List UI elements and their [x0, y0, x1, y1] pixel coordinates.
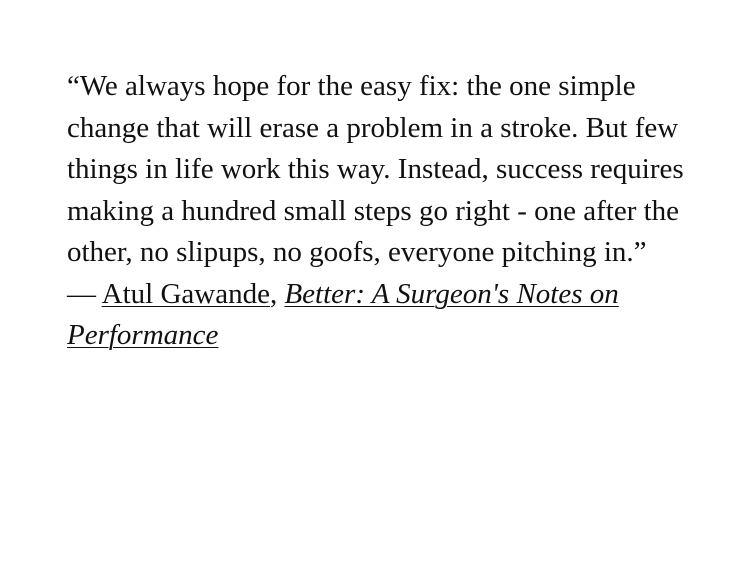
quote-text: “We always hope for the easy fix: the one simple change that will erase a problem in a stroke. But few things in life work this way. Instead, success requires making a hundred small steps go right - one after the other, no slipups, no goofs, everyone pitching in.” — [67, 70, 684, 268]
book-title-link[interactable]: Better: A Surgeon's Notes on Performance — [67, 277, 619, 351]
attribution-separator: , — [269, 277, 285, 310]
attribution — [67, 274, 687, 357]
quote-block — [67, 66, 687, 357]
attribution-dash: — — [67, 277, 102, 310]
author-link[interactable]: Atul Gawande — [101, 277, 270, 310]
